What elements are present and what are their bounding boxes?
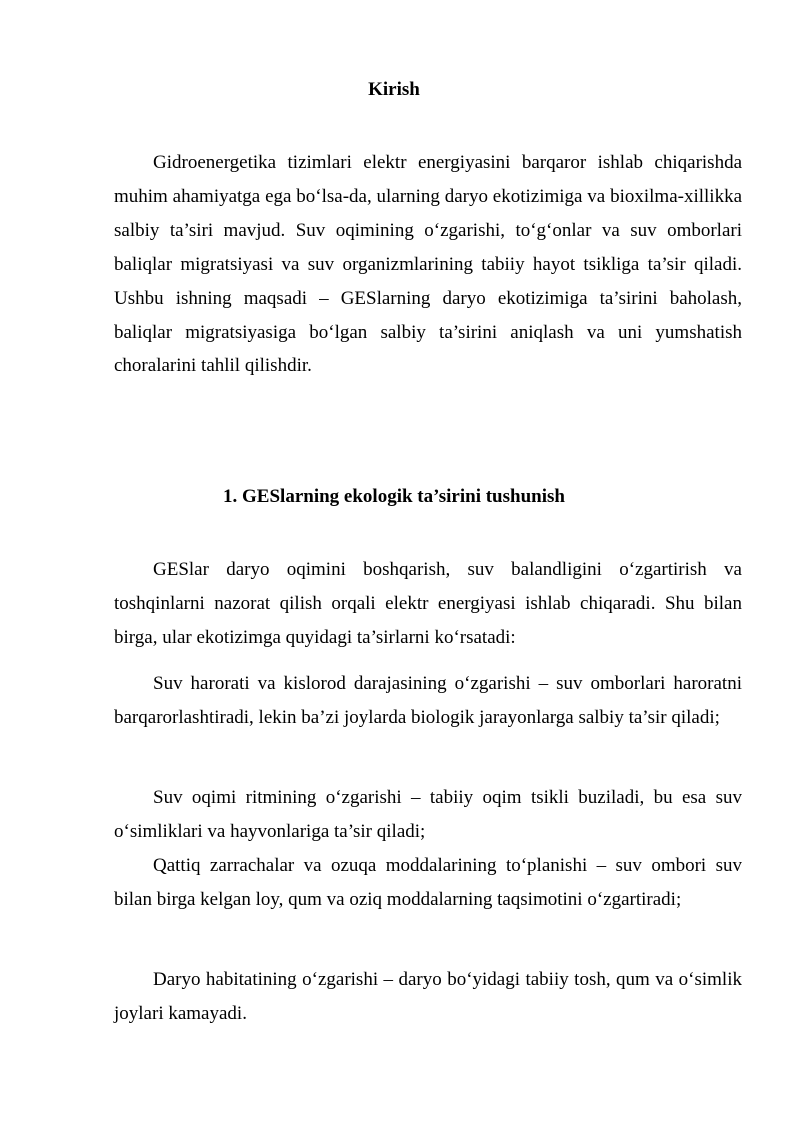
section-list-item: Daryo habitatining o‘zgarishi – daryo bo‘yidagi tabiiy tosh, qum va o‘simlik joylari kamayadi. [114,969,742,1024]
intro-heading: Kirish [368,79,420,100]
section-list-item: Suv harorati va kislorod darajasining o‘zgarishi – suv omborlari haroratni barqarorlashtiradi, lekin ba’zi joylarda biologik jarayonlarga salbiy ta’sir qiladi; [114,673,742,728]
section-heading: 1. GESlarning ekologik ta’sirini tushunish [223,486,565,507]
section-list-item: Qattiq zarrachalar va ozuqa moddalarining to‘planishi – suv ombori suv bilan birga kelgan loy, qum va oziq moddalarning taqsimotini o‘zgartiradi; [114,855,742,910]
section-paragraph: GESlar daryo oqimini boshqarish, suv balandligini o‘zgartirish va toshqinlarni nazorat qilish orqali elektr energiyasi ishlab chiqaradi. Shu bilan birga, ular ekotizimga quyidagi ta’sirlarni ko‘rsatadi: [114,559,742,648]
section-list-item: Suv oqimi ritmining o‘zgarishi – tabiiy oqim tsikli buziladi, bu esa suv o‘simliklari va hayvonlariga ta’sir qiladi; [114,787,742,842]
intro-paragraph: Gidroenergetika tizimlari elektr energiyasini barqaror ishlab chiqarishda muhim ahamiyatga ega bo‘lsa-da, ularning daryo ekotizimiga va bioxilma-xillikka salbiy ta’siri mavjud. Suv oqimining o‘zgarishi, to‘g‘onlar va suv omborlari baliqlar migratsiyasi va suv organizmlarining tabiiy hayot tsikliga ta’sir qiladi. Ushbu ishning maqsadi – GESlarning daryo ekotizimiga ta’sirini baholash, baliqlar migratsiyasiga bo‘lgan salbiy ta’sirini aniqlash va uni yumshatish choralarini tahlil qilishdir. [114,152,742,377]
